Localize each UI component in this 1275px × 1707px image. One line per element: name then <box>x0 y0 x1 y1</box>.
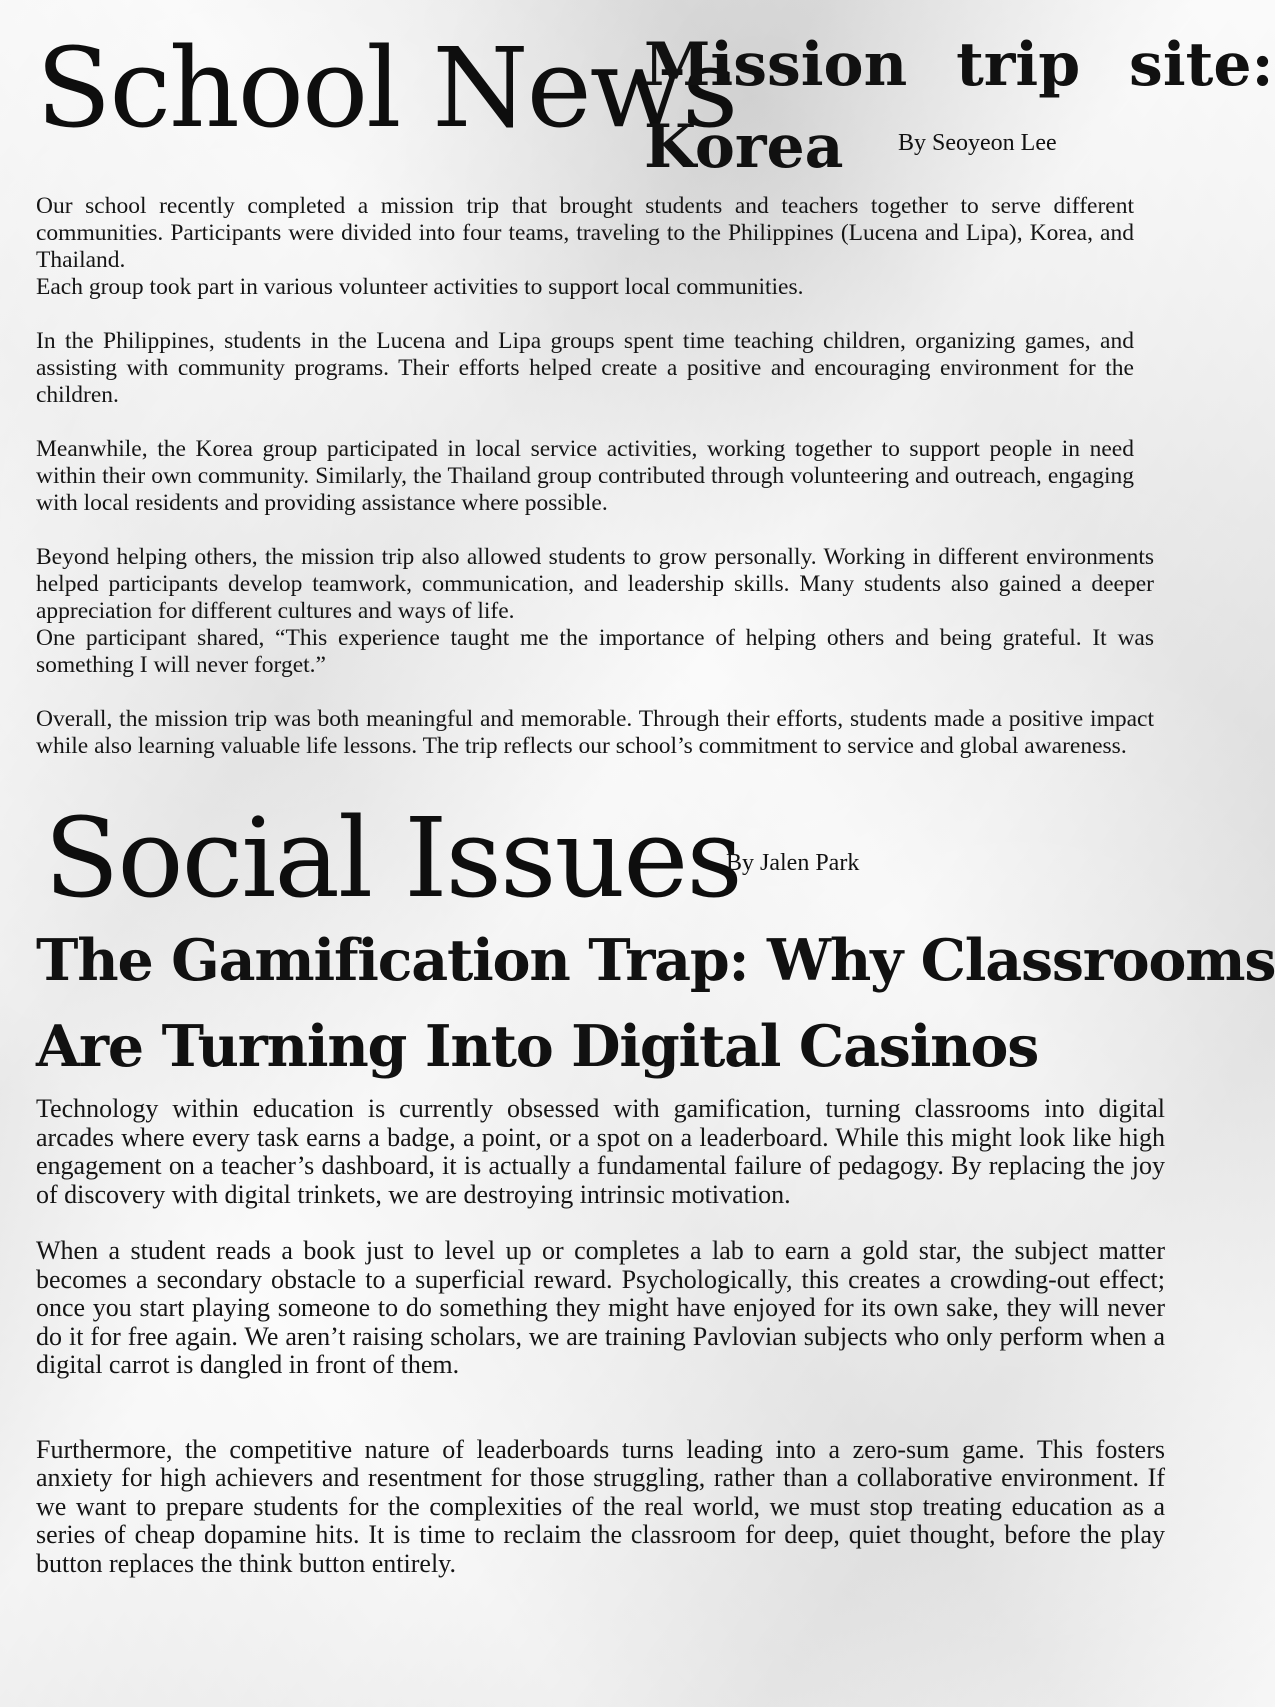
section-title-social-issues: Social Issues <box>44 794 741 922</box>
byline-jalen-park: By Jalen Park <box>726 850 860 876</box>
mission-headline-line2: Korea <box>644 112 844 182</box>
mission-headline-line1: Mission trip site: <box>644 30 1274 100</box>
article-paragraph: Meanwhile, the Korea group participated in local service activities, working together to support people in need within their own community. Similarly, the Thailand group contributed through volunteering and outreach, engaging with local residents and providing assistance where possible. <box>36 436 1134 516</box>
article-paragraph: When a student reads a book just to level up or completes a lab to earn a gold star, the subject matter becomes a secondary obstacle to a superficial reward. Psychologically, this creates a crowding-out effect; once you start playing someone to do something they might have enjoyed for its own sake, they will never do it for free again. We aren’t raising scholars, we are training Pavlovian subjects who only perform when a digital carrot is dangled in front of them. <box>36 1236 1165 1379</box>
article-paragraph: Overall, the mission trip was both meaningful and memorable. Through their efforts, students made a positive impact while also learning valuable life lessons. The trip reflects our school’s commitment to service and global awareness. <box>36 706 1154 759</box>
masthead-school-news: School News <box>36 24 737 152</box>
article-paragraph: Our school recently completed a mission trip that brought students and teachers together to serve different communities. Participants were divided into four teams, traveling to the Philippines (Lucena and Lipa), Korea, and Thailand. <box>36 193 1134 273</box>
article-paragraph: Each group took part in various volunteer activities to support local communities. <box>36 274 804 300</box>
mission-trip-article <box>36 193 1154 760</box>
article-paragraph: In the Philippines, students in the Lucena and Lipa groups spent time teaching children, organizing games, and assisting with community programs. Their efforts helped create a positive and encouraging environment for the children. <box>36 328 1134 408</box>
gamification-headline-line1: The Gamification Trap: Why Classrooms <box>36 927 1275 994</box>
byline-seoyeon-lee: By Seoyeon Lee <box>898 130 1057 156</box>
article-paragraph: Furthermore, the competitive nature of leaderboards turns leading into a zero-sum game. This fosters anxiety for high achievers and resentment for those struggling, rather than a collaborative environment. If we want to prepare students for the complexities of the real world, we must stop treating education as a series of cheap dopamine hits. It is time to reclaim the classroom for deep, quiet thought, before the play button replaces the think button entirely. <box>36 1434 1165 1578</box>
gamification-headline <box>36 918 1275 1090</box>
gamification-article <box>36 1095 1165 1578</box>
gamification-headline-line2: Are Turning Into Digital Casinos <box>36 1013 1039 1080</box>
article-paragraph: Beyond helping others, the mission trip also allowed students to grow personally. Working in different environments helped participants develop teamwork, communication, and leadership skills. Many students also gained a deeper appreciation for different cultures and ways of life. <box>36 544 1154 624</box>
article-paragraph: Technology within education is currently obsessed with gamification, turning classrooms into digital arcades where every task earns a badge, a point, or a spot on a leaderboard. While this might look like high engagement on a teacher’s dashboard, it is actually a fundamental failure of pedagogy. By replacing the joy of discovery with digital trinkets, we are destroying intrinsic motivation. <box>36 1094 1165 1209</box>
article-paragraph: One participant shared, “This experience taught me the importance of helping others and being grateful. It was something I will never forget.” <box>36 625 1154 678</box>
